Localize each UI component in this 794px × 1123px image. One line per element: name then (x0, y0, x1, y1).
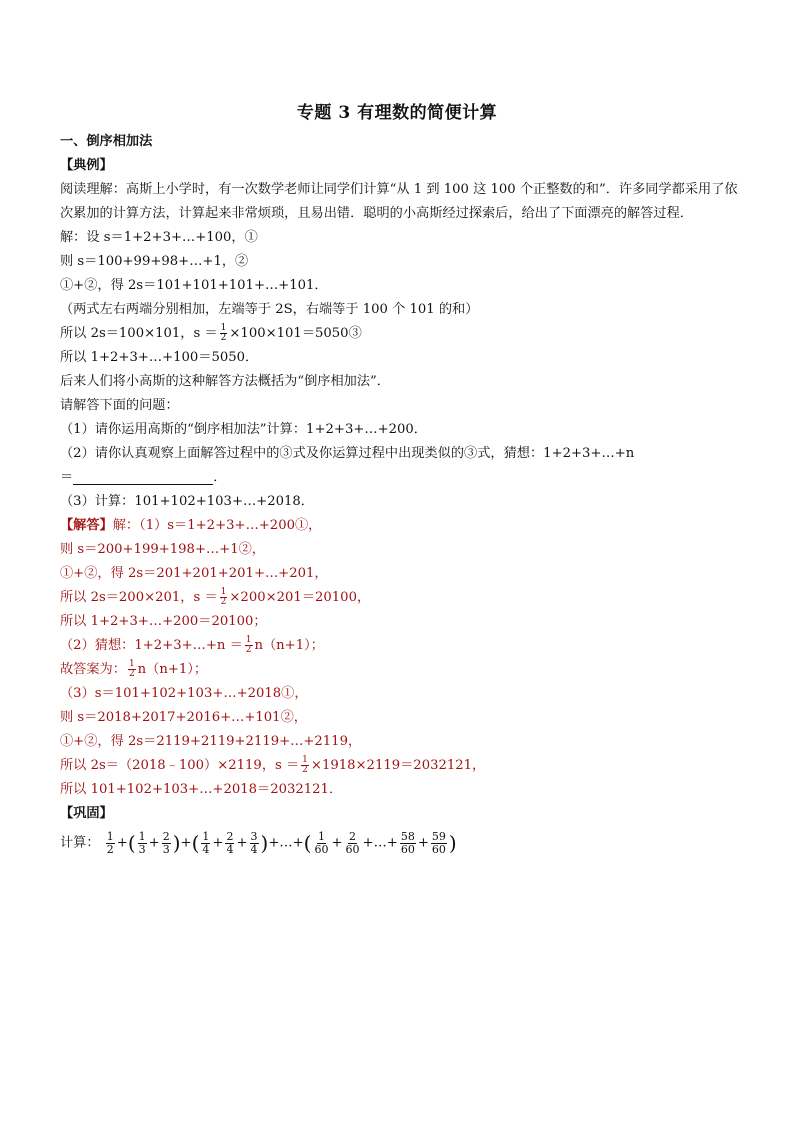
answer-line (60, 634, 750, 658)
text-part: ×200×201＝20100， (229, 590, 371, 605)
section-heading: 一、倒序相加法 (60, 134, 153, 149)
fraction-half: $\frac{1}{2}$ (220, 323, 227, 343)
fraction: $\frac{2}{60}$ (345, 829, 360, 856)
text-part: ×1918×2119＝2032121， (310, 758, 486, 773)
answer-line: ①+②，得 2s＝201+201+201+…+201， (60, 566, 328, 581)
fraction: $\frac{1}{4}$ (202, 829, 210, 856)
fraction-half: $\frac{1}{2}$ (245, 635, 252, 655)
answer-line: 所以 1+2+3+…+200＝20100； (60, 614, 267, 629)
answer-line: ①+②，得 2s＝2119+2119+2119+…+2119， (60, 734, 362, 749)
question-2-blank-line: ＝ ． (60, 470, 227, 485)
text-part: （2）猜想：1+2+3+…+n ＝ (60, 638, 243, 653)
exercise-prefix: 计算： (60, 835, 100, 851)
fraction: $\frac{2}{4}$ (226, 829, 234, 856)
text-part: n（n+1）； (254, 638, 324, 653)
consolidate-label: 【巩固】 (60, 806, 113, 821)
answer-line: 则 s＝2018+2017+2016+…+101②， (60, 710, 307, 725)
text-line: ①+②，得 2s＝101+101+101+…+101． (60, 278, 328, 293)
answer-line: （3）s＝101+102+103+…+2018①， (60, 686, 308, 701)
equals-sign: ＝ (60, 470, 74, 485)
document-body (60, 130, 750, 860)
fraction: $\frac{3}{4}$ (250, 829, 258, 856)
answer-blank (73, 468, 213, 485)
question-3: （3）计算：101+102+103+…+2018． (60, 494, 314, 509)
exercise-line: 计算： $\frac{1}{2}$ +( $\frac{1}{3}$ + $\frac{2}{3}$ )+( $\frac{1}{4}$ + $\frac{2}{4}$ + $\frac{3}{4}$ )+…+( $\frac{1}{60}$ + $\frac{2}{60}$ +…+ $\frac{58}{60}$ + $\frac{59}{60}$ ) (60, 829, 457, 856)
text-part: n（n+1）； (137, 662, 208, 677)
example-label: 【典例】 (60, 158, 113, 173)
answer-line (60, 658, 750, 682)
text-part: 解：（1）s＝1+2+3+…+200①， (112, 518, 322, 533)
question-1: （1）请你运用高斯的“倒序相加法”计算：1+2+3+…+200． (60, 422, 427, 437)
ellipsis: … (373, 835, 387, 851)
fraction-half: $\frac{1}{2}$ (220, 587, 227, 607)
text-part: 故答案为： (60, 662, 126, 677)
text-part: 所以 2s＝100×101，s ＝ (60, 326, 218, 341)
answer-label: 【解答】 (60, 518, 113, 533)
answer-line: 所以 101+102+103+…+2018＝2032121． (60, 782, 343, 797)
text-line: 请解答下面的问题： (60, 398, 179, 413)
answer-line (60, 586, 750, 610)
fraction: $\frac{58}{60}$ (400, 829, 415, 856)
answer-line (60, 514, 750, 538)
fraction: $\frac{1}{3}$ (138, 829, 146, 856)
intro-paragraph: 阅读理解：高斯上小学时，有一次数学老师让同学们计算“从 1 到 100 这 100 个正整数的和”．许多同学都采用了依次累加的计算方法，计算起来非常烦琐，且易出错．聪明的小高斯经过探索后，给出了下面漂亮的解答过程． (60, 182, 738, 221)
text-part: 所以 2s＝200×201，s ＝ (60, 590, 218, 605)
answer-line (60, 754, 750, 778)
fraction: $\frac{1}{60}$ (314, 829, 329, 856)
text-part: 所以 2s＝（2018﹣100）×2119，s ＝ (60, 758, 300, 773)
fraction: $\frac{59}{60}$ (431, 829, 446, 856)
text-line (60, 322, 750, 346)
text-line: 后来人们将小高斯的这种解答方法概括为“倒序相加法”． (60, 374, 390, 389)
page-title: 专题 3 有理数的简便计算 (296, 103, 498, 123)
text-part: ×100×101＝5050③ (229, 326, 362, 341)
text-line: 所以 1+2+3+…+100＝5050． (60, 350, 259, 365)
fraction: $\frac{1}{2}$ (106, 829, 114, 856)
text-line: （两式左右两端分别相加，左端等于 2S，右端等于 100 个 101 的和） (60, 302, 479, 317)
fraction-half: $\frac{1}{2}$ (302, 755, 308, 775)
ellipsis: … (279, 835, 293, 851)
answer-line: 则 s＝200+199+198+…+1②， (60, 542, 265, 557)
text-line: 解：设 s＝1+2+3+…+100，① (60, 230, 258, 245)
fraction-half: $\frac{1}{2}$ (128, 659, 135, 679)
question-2: （2）请你认真观察上面解答过程中的③式及你运算过程中出现类似的③式，猜想：1+2+3+…+n (60, 446, 635, 461)
fraction: $\frac{2}{3}$ (162, 829, 170, 856)
text-line: 则 s＝100+99+98+…+1，② (60, 254, 249, 269)
